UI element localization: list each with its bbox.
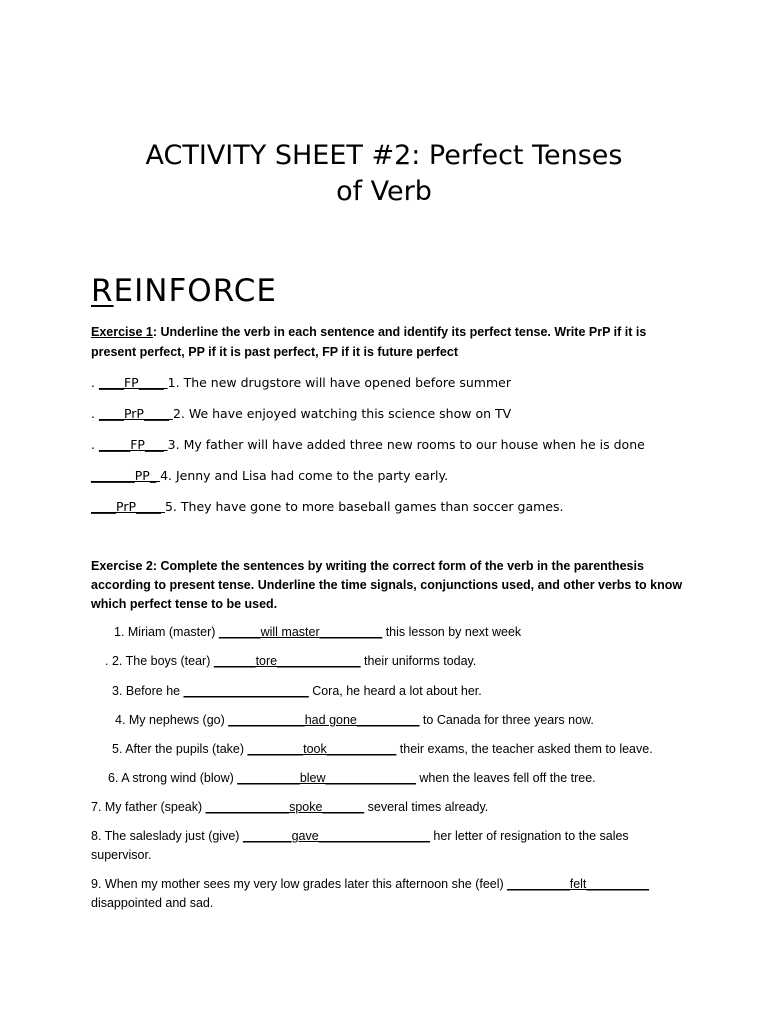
exercise-2-item: 6. A strong wind (blow) _________blew_____________ when the leaves fell off the tree.	[108, 771, 596, 785]
exercise-2-item: 7. My father (speak) ____________spoke______ several times already.	[91, 800, 489, 814]
answer-blank[interactable]: _____FP___	[98, 437, 168, 452]
answer-blank[interactable]: ____FP____	[98, 375, 168, 390]
exercise-2-item: 3. Before he __________________ Cora, he heard a lot about her.	[112, 684, 482, 698]
exercise-1-item: . ____FP____ 1. The new drugstore will have opened before summer	[91, 375, 511, 390]
answer-blank[interactable]: _________blew_____________	[237, 771, 416, 785]
answer-blank[interactable]: ___________had gone_________	[228, 713, 420, 727]
exercise-1-item: . ____PrP____ 2. We have enjoyed watching this science show on TV	[91, 406, 512, 421]
answer-blank[interactable]: ________took__________	[247, 742, 397, 756]
exercise-1-instruction-text: : Underline the verb in each sentence and identify its perfect tense. Write PrP if it is present perfect, PP if it is past perfect, FP if it is future perfect	[91, 325, 647, 359]
exercise-2-instruction: Exercise 2: Complete the sentences by writing the correct form of the verb in the parenthesis according to present tense. Underline the time signals, conjunctions used, and other verbs to know which perfect tense to be used.	[91, 559, 683, 611]
exercise-1-label: Exercise 1	[91, 325, 153, 339]
exercise-2-item: 4. My nephews (go) ___________had gone_________ to Canada for three years now.	[115, 713, 594, 727]
exercise-1-item: ____PrP____ 5. They have gone to more baseball games than soccer games.	[91, 499, 564, 514]
section-heading-initial: R	[91, 273, 114, 309]
exercise-2-item: 9. When my mother sees my very low grades later this afternoon she (feel) _________felt_________ disappointed and sad.	[91, 877, 649, 910]
answer-blank[interactable]: ____PrP____	[91, 499, 165, 514]
answer-blank[interactable]: _______gave________________	[242, 829, 430, 843]
section-heading	[91, 272, 277, 310]
answer-blank[interactable]: _________felt_________	[507, 877, 649, 891]
title-line-1: ACTIVITY SHEET #2: Perfect Tenses	[145, 140, 623, 171]
exercise-1-item: . _____FP___ 3. My father will have added three new rooms to our house when he is done	[91, 437, 645, 452]
exercise-2-item: . 2. The boys (tear) ______tore____________ their uniforms today.	[105, 654, 477, 668]
answer-blank[interactable]: ______will master_________	[218, 625, 383, 639]
answer-blank[interactable]: __________________	[183, 684, 309, 698]
exercise-2-item: 5. After the pupils (take) ________took__________ their exams, the teacher asked them to leave.	[112, 742, 653, 756]
exercise-1-item: _______PP_ 4. Jenny and Lisa had come to the party early.	[91, 468, 449, 483]
exercise-1-instruction	[91, 322, 691, 362]
answer-blank[interactable]: ____PrP____	[98, 406, 173, 421]
title-line-2: of Verb	[336, 176, 432, 207]
page-title	[0, 138, 768, 210]
answer-blank[interactable]: ______tore____________	[213, 654, 361, 668]
exercise-2-item: 1. Miriam (master) ______will master_________ this lesson by next week	[114, 625, 522, 639]
answer-blank[interactable]: ____________spoke______	[205, 800, 365, 814]
section-heading-rest: EINFORCE	[113, 273, 277, 309]
answer-blank[interactable]: _______PP_	[91, 468, 161, 483]
exercise-2-item: 8. The saleslady just (give) _______gave________________ her letter of resignation to the sales supervisor.	[91, 829, 629, 862]
